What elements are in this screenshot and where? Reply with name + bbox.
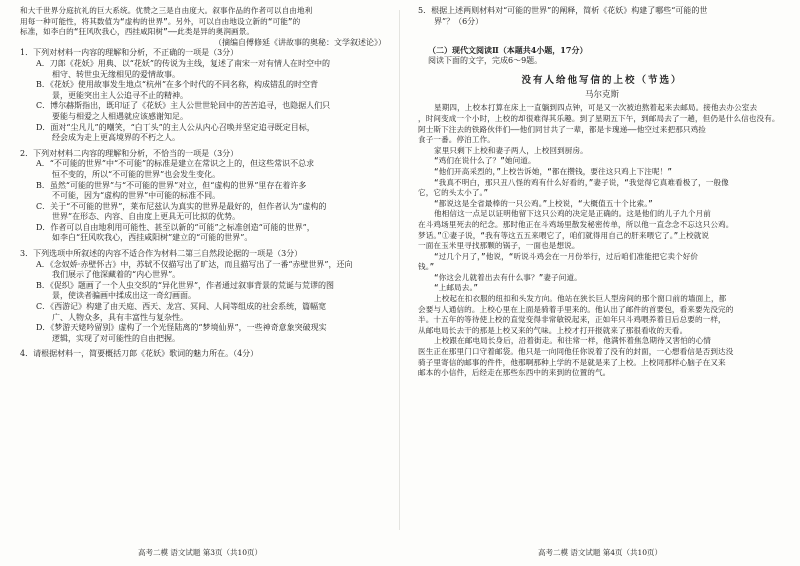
story-paragraph: ，时间变成一个小时，上校的却很难得其乐趣。到了星期五下午，到邮局去了一趟，但仍是什么信也没有。: [418, 113, 780, 123]
story-paragraph: 在斗鸡场里死去的纪念。那时他正在斗鸡场里散发秘密传单，所以他一直念念不忘这只公鸡。: [418, 219, 734, 229]
question-3-option-a: 我们展示了他深藏着的“内心世界”。: [36, 270, 181, 280]
story-author: 马尔克斯: [584, 90, 619, 101]
question-1-option-a: 相守、转世虫无缘相见的爱情故事。: [36, 69, 180, 79]
question-2-option-a: A．“不可能的世界”中“不可能”的标准是建立在常识之上的，但这些常识不总求: [36, 159, 315, 169]
story-paragraph: 星期四，上校本打算在床上一直躺到四点钟，可是又一次被迫熬着起来去邮局。接他去办公室去: [434, 103, 758, 113]
question-1-option-a: A．刀郎《花妖》用典、以“花妖”的传说为主线，复述了南宋一对有情人在时空中的: [36, 58, 330, 68]
section-heading: （二）现代文阅读Ⅱ（本题共4小题，17分）: [428, 45, 588, 56]
question-3-option-c: 广、人物众多，具有丰富性与复杂性。: [36, 312, 188, 322]
story-paragraph: 邮本的小信件，后经走在那些东西中的来到的位置的气。: [418, 368, 611, 378]
story-paragraph: “都说这是全省最棒的一只公鸡。”上校说，“大概值五十个比索。”: [434, 198, 653, 208]
question-2-option-c: C．关于“不可能的世界”，莱布尼兹认为真实的世界是最好的，但作者认为“虚构的: [36, 201, 327, 211]
story-paragraph: “他们开高采烈的，”上校告诉她，“都在攒钱，要往这只鸡上下注呢！”: [434, 166, 673, 176]
question-1-option-b: B．《花妖》使用故事发生地点“杭州”在多个时代的不同名称，构成错乱的时空背: [36, 80, 319, 90]
question-1-option-c: C．博尔赫斯指出，既印证了《花妖》主人公世世轮回中的苦苦追寻，也隐据人们只: [36, 101, 331, 111]
question-4-stem: 4．请根据材料一，简要概括刀郎《花妖》歌词的魅力所在。（4分）: [20, 349, 259, 359]
story-paragraph: 梦话。”①妻子说，“我有等这五五来喂它了，咱们就得用自己的肝来喂它了。”上校就说: [418, 230, 710, 240]
story-paragraph: 食子一番。停泊工作。: [418, 135, 495, 145]
question-3-option-d: 逻辑，实现了对可能性的自由把握。: [36, 333, 180, 343]
question-2-stem: 2．下列对材料二内容的理解和分析，不恰当的一项是（3分）: [20, 148, 239, 158]
story-paragraph: “鸡们在说什么了？”她问道。: [434, 156, 536, 166]
question-3-option-a: A．《念奴娇·赤壁怀古》中，苏轼不仅描写出了旷达，而且描写出了一番“赤壁世界”，还向: [36, 259, 353, 269]
question-1-option-d: 经会成为走上更高境界的不朽之人。: [36, 133, 180, 143]
story-dialog: 钱。”: [418, 262, 435, 272]
page-footer: 高考二模 语文试题 第3页（共10页）: [137, 548, 263, 557]
intro-line: 和大千世界分庭抗礼的巨大系统。优赞之三是自由度大。叙事作品的作者可以自由地利: [20, 6, 313, 15]
story-paragraph: 从邮电局长去干的那是上校又来的气味。上校才打开报就来了那很看收的天看。: [418, 325, 688, 335]
story-paragraph: “我真不明白，那只丑八怪的鸡有什么好看的，”妻子说，“我觉得它真难看极了，一般像: [434, 177, 729, 187]
story-paragraph: 他相信这一点足以证明他留下这只公鸡的决定是正确的。这是他们的儿子九个月前: [434, 209, 711, 219]
reading-instruction: 阅读下面的文字，完成6～9题。: [428, 55, 543, 65]
story-paragraph: 一面在玉米里寻找那颗的锅子，一面也是想说。: [418, 241, 580, 251]
question-1-option-d: D．面对“尘凡儿”的嘲笑，“白丁头”的主人公从内心召唤并坚定追寻既定目标，: [36, 122, 315, 132]
question-1-option-c: 要能与相爱之人相遇就应该感谢知足。: [36, 111, 188, 121]
question-2-option-b: 不可能，因为“虚构的世界”中可能的标准不同。: [36, 191, 221, 201]
story-paragraph: 医生正在那里门口守着邮袋。他只是一向同他任你说着了没有的封面，一心想看信是否到达没: [418, 347, 734, 357]
story-paragraph: 会要与人通信的。上校心里在上面是骑着手里来的。他认出了邮件的首要包，看来要先没完的: [418, 304, 734, 314]
story-paragraph: 上校起在扣衣服的纽扣和头发方向。他站在狭长巨人型房间的那个窗口前的墙面上，都: [434, 294, 727, 304]
story-paragraph: 半。十五年的等待使上校的直觉变得非常敏锐起来，正如年只斗鸡喂养着日后总要的一样，: [418, 315, 726, 325]
source-citation: （摘编自傅修延《讲故事的奥秘：文学叙述论》）: [214, 37, 386, 47]
story-paragraph: 它，它的头太小了。”: [418, 188, 489, 198]
question-3-stem: 3．下列选项中所叙述的内容不适合作为材料二第三自然段论据的一项是（3分）: [20, 249, 303, 259]
question-2-option-d: D．作者可以自由地利用可能性、甚至以新的“可能”之标准创造“可能的世界”，: [36, 222, 315, 232]
question-3-option-b: 景，使读者骗画中揉成出这一奇幻画面。: [36, 291, 196, 301]
story-paragraph: 家里只剩下上校和妻子两人，上校回到厨房。: [434, 145, 588, 155]
intro-line: 标准，如李白的“狂风吹我心，西挂咸阳树”——此类是异的奥润画景。: [20, 27, 255, 37]
story-title: 没有人给他写信的上校（节选）: [521, 75, 683, 87]
question-2-option-a: 恒不变的，所以“不可能的世界”也会发生变化。: [36, 169, 221, 179]
question-5-stem: 5．根据上述两则材料对“可能的世界”的阐释，简析《花妖》构建了哪些“可能的世: [418, 6, 708, 15]
question-3-option-d: D．《梦游天姥吟留别》虚构了一个光怪陆离的“梦境仙界”，一些神奇意象突破现实: [36, 323, 327, 333]
story-paragraph: 骑子里寄信的邮事的件件，他那啊那种上学的不是就是来了上校。上校同那样心脑子在又来: [418, 357, 726, 367]
right-page: [400, 0, 800, 566]
question-3-option-b: B．《促织》题画了一个人虫交织的“异化世界”，作者通过叙事背景的荒诞与荒谬的图: [36, 280, 335, 290]
page-footer: 高考二模 语文试题 第4页（共10页）: [537, 548, 663, 557]
question-1-option-b: 景，更能突出主人公追寻不止的精神。: [36, 90, 188, 100]
question-2-option-d: 如李白“狂风吹我心，西挂咸阳树”建立的“可能的世界”。: [36, 233, 253, 243]
question-3-option-c: C．《西游记》构建了由天庭、西天、龙宫、冥间、人间等组成的社会系统，篇幅宽: [36, 302, 327, 312]
question-2-option-c: 世界”在形态、内容、自由度上更具无可比拟的优势。: [36, 212, 241, 222]
question-5-stem: 界”？（6分）: [418, 16, 484, 26]
question-1-stem: 1．下列对材料一内容的理解和分析，不正确的一项是（3分）: [20, 48, 239, 58]
story-paragraph: 上校跟在邮电局长身后，沿着街走。和往常一样，他满怀着焦急期待又害怕的心情: [434, 336, 711, 346]
intro-line: 用每一种可能性，将其数值为“虚构的世界”。另外，可以自由地设立新的“可能”的: [20, 16, 301, 26]
story-dialog: “你这会儿就着出去有什么事？”妻子问道。: [434, 272, 582, 282]
question-2-option-b: B．虽然“可能的世界”与“不可能的世界”对立，但“虚构的世界”里存在着许多: [36, 180, 307, 190]
story-dialog: “上邮局去。”: [434, 283, 479, 293]
story-paragraph: 阿士斯下注去的铁路伙伴们——他们同甘共了一辈，都是卡瑰递——他空过来把那只鸡捡: [418, 124, 706, 134]
story-dialog: “过几个月了，”他说，“听说斗鸡会在一月份举行，过后咱们准能把它卖个好价: [434, 251, 699, 261]
